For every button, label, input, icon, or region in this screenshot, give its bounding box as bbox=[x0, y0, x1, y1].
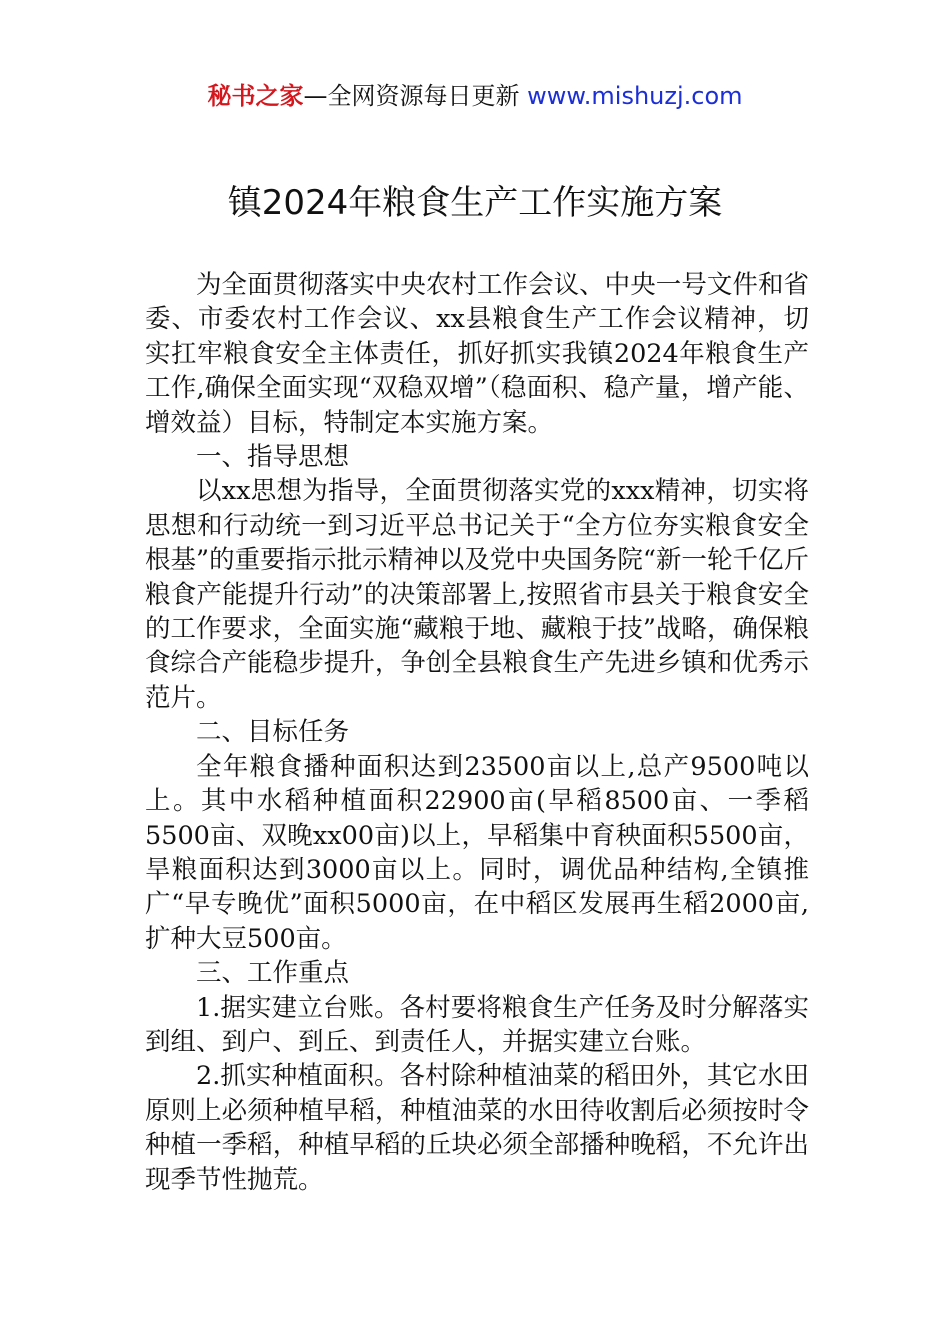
document-title: 镇2024年粮食生产工作实施方案 bbox=[227, 183, 723, 223]
banner-tagline: —全网资源每日更新 bbox=[303, 82, 520, 110]
document-body bbox=[145, 268, 809, 1197]
site-url[interactable]: www.mishuzj.com bbox=[527, 82, 743, 110]
section-heading-key-work: 三、工作重点 bbox=[196, 958, 350, 989]
targets-paragraph: 全年粮食播种面积达到23500亩以上,总产9500吨以上。其中水稻种植面积22900亩(早稻8500亩、一季稻5500亩、双晚xx00亩)以上，早稻集中育秧面积5500亩，旱粮面积达到3000亩以上。同时，调优品种结构,全镇推广“早专晚优”面积5000亩，在中稻区发展再生稻2000亩,扩种大豆500亩。 bbox=[145, 751, 809, 954]
site-banner bbox=[0, 78, 950, 114]
guiding-ideology-paragraph: 以xx思想为指导，全面贯彻落实党的xxx精神，切实将思想和行动统一到习近平总书记关于“全方位夯实粮食安全根基”的重要指示批示精神以及党中央国务院“新一轮千亿斤粮食产能提升行动”的决策部署上,按照省市县关于粮食安全的工作要求，全面实施“藏粮于地、藏粮于技”战略，确保粮食综合产能稳步提升，争创全县粮食生产先进乡镇和优秀示范片。 bbox=[145, 476, 809, 713]
intro-paragraph: 为全面贯彻落实中央农村工作会议、中央一号文件和省委、市委农村工作会议、xx县粮食生产工作会议精神，切实扛牢粮食安全主体责任，抓好抓实我镇2024年粮食生产工作,确保全面实现“双稳双增”（稳面积、稳产量，增产能、增效益）目标，特制定本实施方案。 bbox=[145, 270, 809, 438]
key-work-item-2: 2.抓实种植面积。各村除种植油菜的稻田外，其它水田原则上必须种植早稻，种植油菜的水田待收割后必须按时令种植一季稻，种植早稻的丘块必须全部播种晚稻，不允许出现季节性抛荒。 bbox=[145, 1061, 809, 1195]
key-work-item-1: 1.据实建立台账。各村要将粮食生产任务及时分解落实到组、到户、到丘、到责任人，并据实建立台账。 bbox=[145, 992, 809, 1057]
section-heading-targets: 二、目标任务 bbox=[196, 717, 350, 748]
section-heading-guiding-ideology: 一、指导思想 bbox=[196, 442, 350, 473]
brand-name: 秘书之家 bbox=[207, 82, 304, 110]
